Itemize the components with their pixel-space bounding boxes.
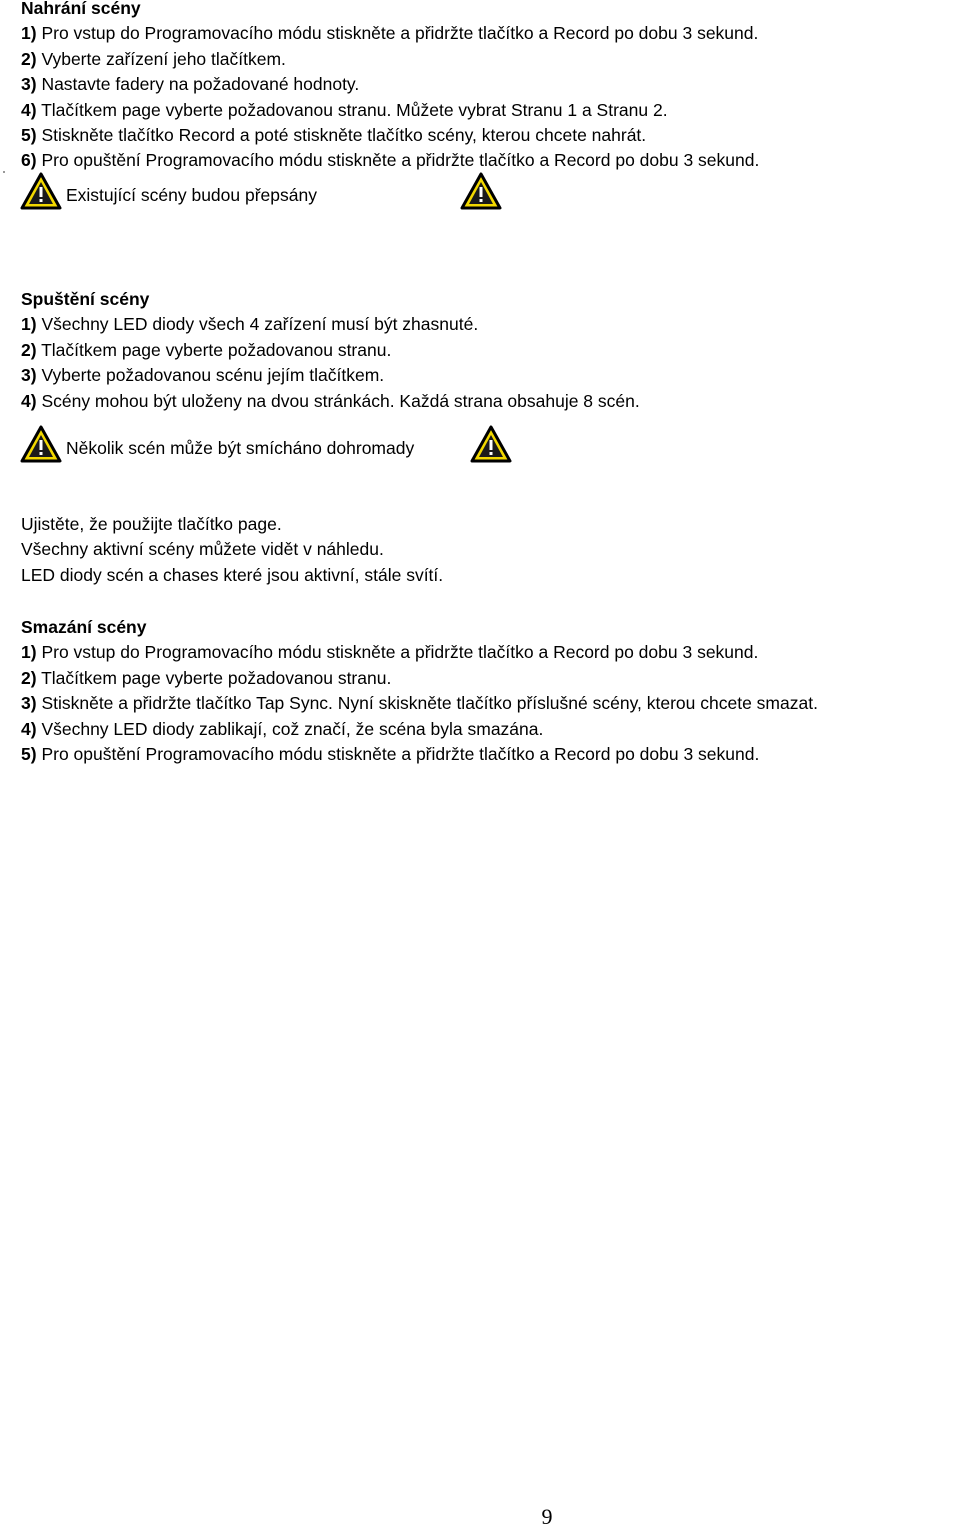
step-line: 2) Tlačítkem page vyberte požadovanou stranu. [21,339,392,360]
warning-text: Existující scény budou přepsány [66,185,317,205]
warning-text: Několik scén může být smícháno dohromady [66,438,415,458]
step-line: 5) Pro opuštění Programovacího módu stiskněte a přidržte tlačítko a Record po dobu 3 sekund. [21,743,760,764]
section-title: Nahrání scény [21,0,141,18]
warning-icon [20,425,62,463]
step-line: 6) Pro opuštění Programovacího módu stiskněte a přidržte tlačítko a Record po dobu 3 sekund. [21,150,760,171]
page-number: 9 [541,1504,553,1529]
step-line: 1) Pro vstup do Programovacího módu stiskněte a přidržte tlačítko a Record po dobu 3 sekund. [21,642,759,663]
section-recording [21,0,960,174]
warning-note [20,172,510,212]
section-deleting [21,615,960,767]
step-line: 1) Pro vstup do Programovacího módu stiskněte a přidržte tlačítko a Record po dobu 3 sekund. [21,23,759,44]
note-line: LED diody scén a chases které jsou aktivní, stále svítí. [21,564,444,585]
warning-icon [20,172,62,210]
playback-notes [21,512,960,588]
warning-note [20,425,510,465]
step-line: 3) Stiskněte a přidržte tlačítko Tap Sync. Nyní skiskněte tlačítko příslušné scény, kterou chcete smazat. [21,693,818,714]
step-line: 3) Nastavte fadery na požadované hodnoty. [21,74,360,95]
step-line: 4) Scény mohou být uloženy na dvou stránkách. Každá strana obsahuje 8 scén. [21,390,640,411]
warning-icon [470,425,512,463]
step-line: 5) Stiskněte tlačítko Record a poté stiskněte tlačítko scény, kterou chcete nahrát. [21,124,647,145]
section-title: Spuštění scény [21,289,150,309]
step-line: 3) Vyberte požadovanou scénu jejím tlačítkem. [21,365,385,386]
step-line: 4) Všechny LED diody zablikají, což značí, že scéna byla smazána. [21,718,544,739]
scan-speck [3,171,5,173]
note-line: Všechny aktivní scény můžete vidět v náhledu. [21,539,384,560]
note-line: Ujistěte, že použijte tlačítko page. [21,514,282,534]
step-line: 4) Tlačítkem page vyberte požadovanou stranu. Můžete vybrat Stranu 1 a Stranu 2. [21,99,668,120]
section-title: Smazání scény [21,617,147,637]
step-line: 2) Tlačítkem page vyberte požadovanou stranu. [21,667,392,688]
section-playback [21,287,960,414]
warning-icon [460,172,502,210]
step-line: 2) Vyberte zařízení jeho tlačítkem. [21,48,286,69]
step-line: 1) Všechny LED diody všech 4 zařízení musí být zhasnuté. [21,314,479,335]
